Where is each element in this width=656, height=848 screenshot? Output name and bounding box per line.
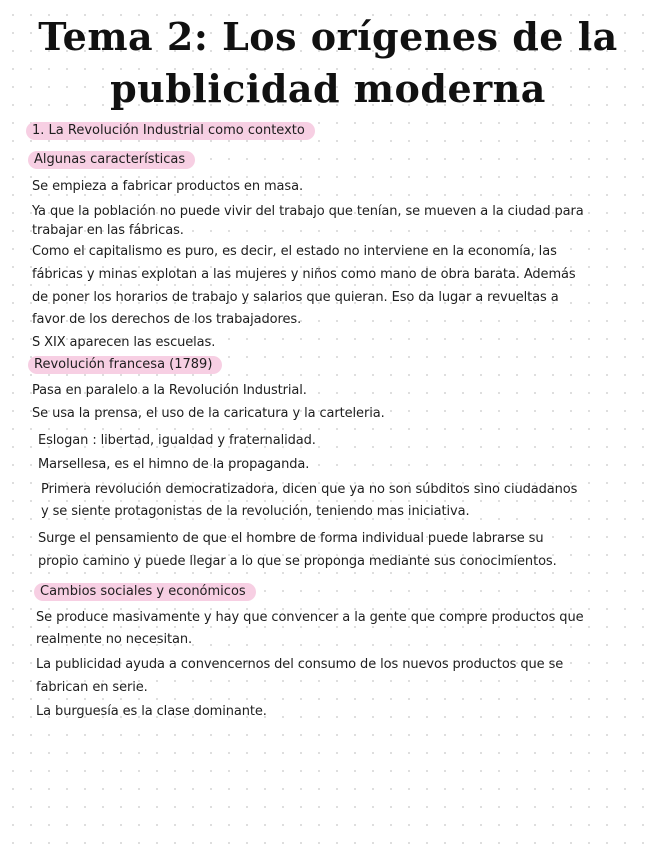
subheading-algunas-caracteristicas: Algunas características xyxy=(28,151,195,169)
note-line: favor de los derechos de los trabajadores. xyxy=(32,312,302,327)
section-heading-revolucion-industrial: 1. La Revolución Industrial como contexto xyxy=(26,122,315,140)
subheading-revolucion-francesa: Revolución francesa (1789) xyxy=(28,356,222,374)
note-line: Se produce masivamente y hay que convencer a la gente que compre productos que xyxy=(36,610,584,625)
note-line: realmente no necesitan. xyxy=(36,632,192,647)
note-line: Se usa la prensa, el uso de la caricatura y la carteleria. xyxy=(32,406,385,421)
note-line: Eslogan : libertad, igualdad y fraternalidad. xyxy=(38,433,316,448)
subheading-cambios-sociales: Cambios sociales y económicos xyxy=(34,583,256,601)
note-line: propio camino y puede llegar a lo que se proponga mediante sus conocimientos. xyxy=(38,554,557,569)
note-line: La burguesía es la clase dominante. xyxy=(36,704,267,719)
note-line: S XIX aparecen las escuelas. xyxy=(32,335,216,350)
note-line: fabrican en serie. xyxy=(36,680,148,695)
note-line: trabajar en las fábricas. xyxy=(32,223,184,238)
note-line: La publicidad ayuda a convencernos del consumo de los nuevos productos que se xyxy=(36,657,564,672)
note-line: Marsellesa, es el himno de la propaganda. xyxy=(38,457,310,472)
note-line: Pasa en paralelo a la Revolución Industrial. xyxy=(32,383,307,398)
note-line: Surge el pensamiento de que el hombre de forma individual puede labrarse su xyxy=(38,531,544,546)
title-line-1: Tema 2: Los orígenes de la xyxy=(38,14,618,59)
note-line: de poner los horarios de trabajo y salarios que quieran. Eso da lugar a revueltas a xyxy=(32,290,559,305)
note-line: Se empieza a fabricar productos en masa. xyxy=(32,179,303,194)
note-line: Primera revolución democratizadora, dicen que ya no son súbditos sino ciudadanos xyxy=(41,482,578,497)
note-line: Ya que la población no puede vivir del trabajo que tenían, se mueven a la ciudad para xyxy=(32,204,584,219)
note-line: y se siente protagonistas de la revolución, teniendo mas iniciativa. xyxy=(41,504,470,519)
title-line-2: publicidad moderna xyxy=(110,66,546,111)
note-line: Como el capitalismo es puro, es decir, el estado no interviene en la economía, las xyxy=(32,244,557,259)
note-line: fábricas y minas explotan a las mujeres y niños como mano de obra barata. Además xyxy=(32,267,576,282)
